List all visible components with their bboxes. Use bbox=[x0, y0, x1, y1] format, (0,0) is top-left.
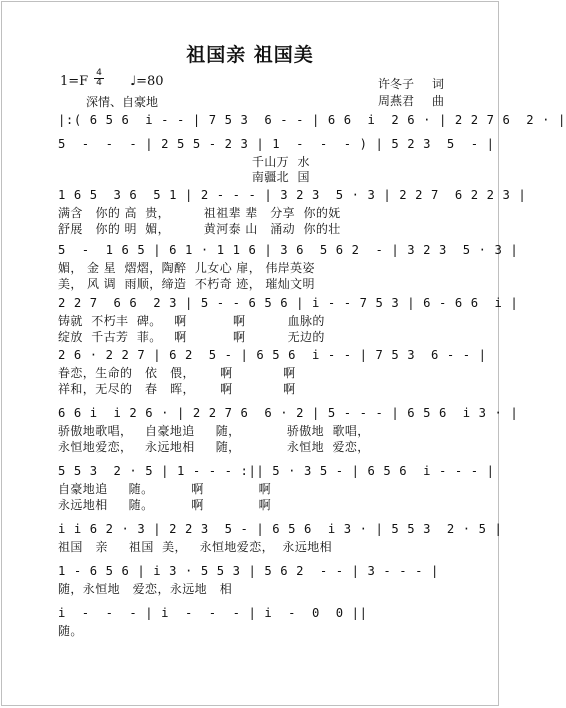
time-signature-top: 4 bbox=[94, 69, 104, 79]
composer-role: 曲 bbox=[432, 94, 445, 108]
lyric-line: 绽放 千古芳 菲。 啊 啊 无边的 bbox=[58, 330, 325, 344]
notation-line: |:( 6 5 6 i - - | 7 5 3 6 - - | 6 6 i 2 6 · | 2 2 7 6 2 · | bbox=[58, 113, 566, 127]
time-signature-bottom: 4 bbox=[96, 78, 102, 88]
tempo-marking: ♩=80 bbox=[130, 74, 164, 89]
lyric-line: 铸就 不朽丰 碑。 啊 啊 血脉的 bbox=[58, 314, 325, 328]
notation-line: i - - - | i - - - | i - 0 0 || bbox=[58, 606, 368, 620]
notation-line: i i 6 2 · 3 | 2 2 3 5 - | 6 5 6 i 3 · | 5 5 3 2 · 5 | bbox=[58, 522, 503, 536]
time-signature bbox=[94, 69, 104, 88]
notation-line: 1 - 6 5 6 | i 3 · 5 5 3 | 5 6 2 - - | 3 - - - | bbox=[58, 564, 439, 578]
lyric-line: 祥和，无尽的 春 晖， 啊 啊 bbox=[58, 382, 296, 396]
lyric-line: 媚， 金 星 熠熠，陶醉 儿女心 扉， 伟岸英姿 bbox=[58, 261, 315, 275]
lyric-line: 美， 风 调 雨顺，缔造 不朽奇 迹， 璀灿文明 bbox=[58, 277, 315, 291]
composer-name: 周燕君 bbox=[378, 94, 415, 108]
composer-credit bbox=[378, 93, 444, 110]
notation-line: 1 6 5 3 6 5 1 | 2 - - - | 3 2 3 5 · 3 | 2 2 7 6 2 2 3 | bbox=[58, 188, 527, 202]
lyric-line: 千山万 水 bbox=[58, 155, 310, 169]
lyric-line: 舒展 你的 明 媚， 黄河泰 山 涌动 你的壮 bbox=[58, 222, 341, 236]
lyric-line: 永远地相 随。 啊 啊 bbox=[58, 498, 271, 512]
notation-line: 5 5 3 2 · 5 | 1 - - - :|| 5 · 3 5 - | 6 5 6 i - - - | bbox=[58, 464, 495, 478]
notation-line: 5 - - - | 2 5 5 - 2 3 | 1 - - - ) | 5 2 3 5 - | bbox=[58, 137, 495, 151]
sheet-music-page bbox=[1, 1, 566, 706]
lyric-line: 祖国 亲 祖国 美， 永恒地爱恋， 永远地相 bbox=[58, 540, 333, 554]
lyric-line: 随。 bbox=[58, 624, 83, 638]
credits bbox=[378, 76, 444, 110]
lyricist-credit bbox=[378, 76, 444, 93]
lyricist-name: 许冬子 bbox=[378, 77, 415, 91]
notation-line: 2 6 · 2 2 7 | 6 2 5 - | 6 5 6 i - - | 7 5 3 6 - - | bbox=[58, 348, 487, 362]
song-title: 祖国亲 祖国美 bbox=[186, 44, 314, 66]
lyric-line: 随，永恒地 爱恋，永远地 相 bbox=[58, 582, 233, 596]
notation-line: 2 2 7 6 6 2 3 | 5 - - 6 5 6 | i - - 7 5 3 | 6 - 6 6 i | bbox=[58, 296, 519, 310]
notation-line: 6 6 i i 2 6 · | 2 2 7 6 6 · 2 | 5 - - - | 6 5 6 i 3 · | bbox=[58, 406, 519, 420]
key-signature: 1=F bbox=[60, 74, 89, 89]
lyric-line: 南疆北 国 bbox=[58, 170, 310, 184]
lyric-line: 自豪地追 随。 啊 啊 bbox=[58, 482, 271, 496]
expression-marking: 深情、自豪地 bbox=[86, 95, 159, 109]
notation-line: 5 - 1 6 5 | 6 1 · 1 1 6 | 3 6 5 6 2 - | 3 2 3 5 · 3 | bbox=[58, 243, 519, 257]
lyric-line: 满含 你的 高 贵， 祖祖辈 辈 分享 你的妩 bbox=[58, 206, 341, 220]
lyric-line: 眷恋，生命的 依 偎， 啊 啊 bbox=[58, 366, 296, 380]
lyric-line: 骄傲地歌唱， 自豪地追 随， 骄傲地 歌唱， bbox=[58, 424, 370, 438]
lyricist-role: 词 bbox=[432, 77, 445, 91]
lyric-line: 永恒地爱恋， 永远地相 随， 永恒地 爱恋， bbox=[58, 440, 370, 454]
